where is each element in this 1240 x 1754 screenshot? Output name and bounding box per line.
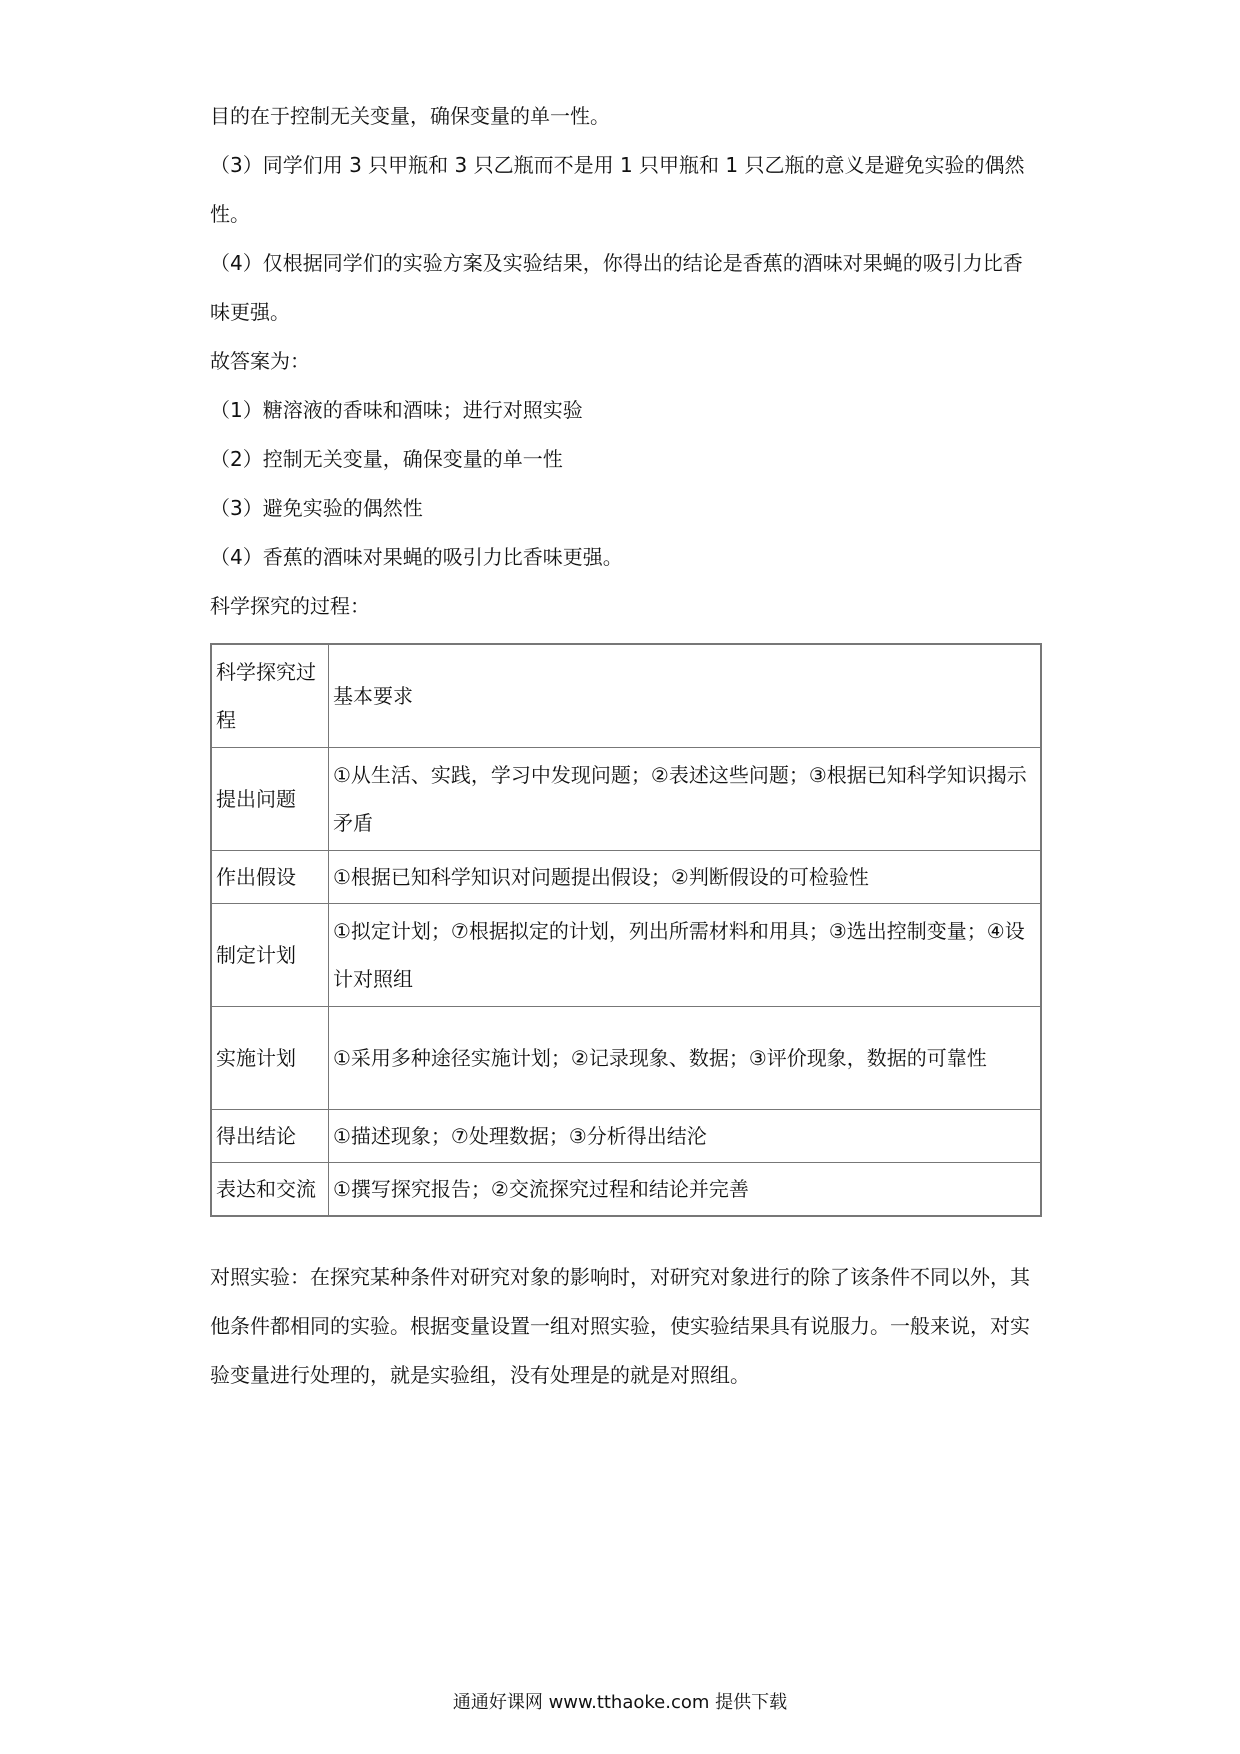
answer-line-purpose: 目的在于控制无关变量，确保变量的单一性。: [210, 104, 610, 128]
table-cell-step: 表达和交流: [211, 1163, 329, 1217]
table-cell-requirement: ①从生活、实践，学习中发现问题；②表述这些问题；③根据已知科学知识揭示矛盾: [329, 748, 1042, 851]
answer-summary-2: （2）控制无关变量，确保变量的单一性: [210, 447, 563, 471]
answer-summary-1: （1）糖溶液的香味和酒味；进行对照实验: [210, 398, 583, 422]
table-row: [211, 1163, 1041, 1217]
table-cell-step: 作出假设: [211, 851, 329, 904]
table-cell-requirement: ①拟定计划；⑦根据拟定的计划，列出所需材料和用具；③选出控制变量；④设计对照组: [329, 904, 1042, 1007]
table-header-step: 科学探究过程: [211, 644, 329, 748]
answer-item-4: （4）仅根据同学们的实验方案及实验结果，你得出的结论是香蕉的酒味对果蝇的吸引力比香味更强。: [210, 251, 1023, 324]
page-footer: 通通好课网 www.tthaoke.com 提供下载: [452, 1692, 788, 1713]
table-cell-requirement: ①采用多种途径实施计划；②记录现象、数据；③评价现象，数据的可靠性: [329, 1007, 1042, 1110]
table-header-requirement: 基本要求: [329, 644, 1042, 748]
document-body: [210, 92, 1040, 1400]
table-cell-requirement: ①撰写探究报告；②交流探究过程和结论并完善: [329, 1163, 1042, 1217]
table-cell-step: 得出结论: [211, 1110, 329, 1163]
spacer: [210, 1217, 1040, 1253]
answer-summary-4: （4）香蕉的酒味对果蝇的吸引力比香味更强。: [210, 545, 623, 569]
answer-summary-3: （3）避免实验的偶然性: [210, 496, 423, 520]
table-caption: 科学探究的过程：: [210, 594, 370, 618]
control-experiment-paragraph: 对照实验：在探究某种条件对研究对象的影响时，对研究对象进行的除了该条件不同以外，其他条件都相同的实验。根据变量设置一组对照实验，使实验结果具有说服力。一般来说，对实验变量进行处理的，就是实验组，没有处理是的就是对照组。: [210, 1265, 1030, 1387]
table-header-row: [211, 644, 1041, 748]
table-row: [211, 904, 1041, 1007]
answer-heading: 故答案为：: [210, 349, 310, 373]
science-inquiry-table: [210, 643, 1042, 1217]
table-cell-requirement: ①描述现象；⑦处理数据；③分析得出结沦: [329, 1110, 1042, 1163]
table-row: [211, 1007, 1041, 1110]
table-cell-step: 制定计划: [211, 904, 329, 1007]
table-row: [211, 748, 1041, 851]
table-cell-step: 提出问题: [211, 748, 329, 851]
table-row: [211, 851, 1041, 904]
answer-item-3: （3）同学们用 3 只甲瓶和 3 只乙瓶而不是用 1 只甲瓶和 1 只乙瓶的意义是避免实验的偶然性。: [210, 153, 1025, 226]
table-cell-requirement: ①根据已知科学知识对问题提出假设；②判断假设的可检验性: [329, 851, 1042, 904]
table-cell-step: 实施计划: [211, 1007, 329, 1110]
table-row: [211, 1110, 1041, 1163]
